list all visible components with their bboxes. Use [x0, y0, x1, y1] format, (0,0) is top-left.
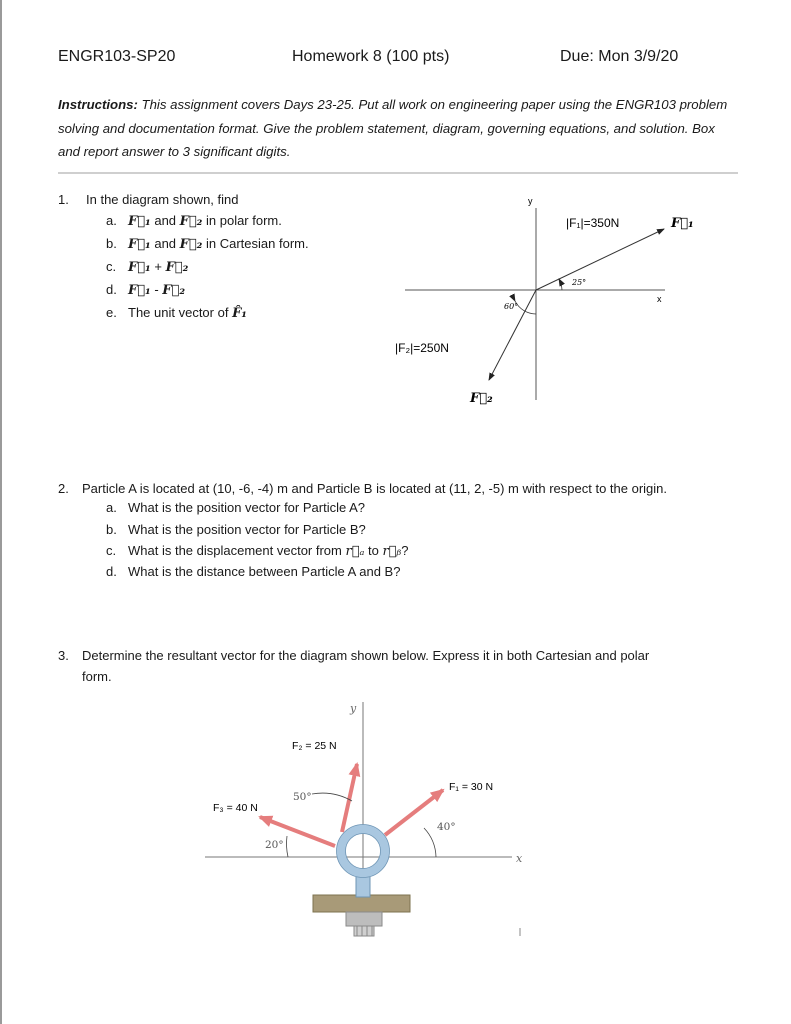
- q3-f3-label: F₃ = 40 N: [213, 802, 258, 814]
- q3-f3-angle-arc: [287, 836, 288, 857]
- q3-angle-f3: 20°: [265, 839, 284, 851]
- question-1-number: 1.: [58, 192, 69, 207]
- q1-item-c: c. F⃗₁ + F⃗₂: [106, 259, 189, 275]
- q3-f1-angle-arc: [424, 828, 436, 857]
- q1-f2-name: F⃗₂: [470, 391, 493, 406]
- q3-f1-arrow: [385, 790, 443, 835]
- q3-angle-f1: 40°: [437, 821, 456, 833]
- q3-angle-f2: 50°: [293, 791, 312, 803]
- q2-item-c: c. What is the displacement vector from r⃗ₐ to r⃗ᵦ?: [106, 543, 409, 559]
- question-2-prompt: Particle A is located at (10, -6, -4) m and Particle B is located at (11, 2, -5) m with respect to the origin.: [82, 481, 668, 496]
- q1-x-label: x: [657, 294, 662, 304]
- q2-item-a: a. What is the position vector for Particle A?: [106, 500, 365, 515]
- instructions-text: This assignment covers Days 23-25. Put all work on engineering paper using the ENGR103 problem solving and documentation format. Give the problem statement, diagram, governing equations, and solution. Box and report answer to 3 significant digits.: [58, 97, 728, 159]
- q3-bolt-nut: [346, 912, 382, 926]
- q1-f1-angle: 25°: [572, 278, 587, 287]
- q1-item-a: a. F⃗₁ and F⃗₂ in polar form.: [106, 213, 282, 229]
- q1-f2-angle: 60°: [504, 302, 519, 311]
- q1-item-e: e. The unit vector of F̂₁: [106, 305, 247, 321]
- course-code: ENGR103-SP20: [58, 48, 176, 65]
- q1-item-d: d. F⃗₁ - F⃗₂: [106, 282, 186, 298]
- question-3-prompt-line2: form.: [82, 669, 112, 684]
- q3-base-plate: [313, 895, 410, 912]
- q1-y-label: y: [528, 196, 533, 206]
- q1-f1-name: F⃗₁: [671, 216, 694, 231]
- instructions-label: Instructions:: [58, 97, 138, 112]
- q3-f1-label: F₁ = 30 N: [449, 781, 494, 793]
- q2-item-b: b. What is the position vector for Particle B?: [106, 522, 366, 537]
- q3-x-label: x: [516, 852, 523, 865]
- question-3-prompt-line1: Determine the resultant vector for the diagram shown below. Express it in both Cartesian and polar: [82, 648, 650, 663]
- q1-f2-magnitude: |F₂|=250N: [395, 341, 449, 355]
- q3-f2-label: F₂ = 25 N: [292, 740, 337, 752]
- q2-item-d: d. What is the distance between Particle A and B?: [106, 564, 401, 579]
- question-3-number: 3.: [58, 648, 69, 663]
- homework-title: Homework 8 (100 pts): [292, 48, 450, 65]
- q1-item-b: b. F⃗₁ and F⃗₂ in Cartesian form.: [106, 236, 309, 252]
- q3-f2-angle-arc: [312, 793, 352, 801]
- q3-f2-arrow: [342, 764, 357, 832]
- q3-y-label: y: [350, 702, 357, 715]
- due-date: Due: Mon 3/9/20: [560, 48, 679, 65]
- q1-f1-magnitude: |F₁|=350N: [566, 216, 620, 230]
- question-2-number: 2.: [58, 481, 69, 496]
- question-1-prompt: In the diagram shown, find: [86, 192, 239, 207]
